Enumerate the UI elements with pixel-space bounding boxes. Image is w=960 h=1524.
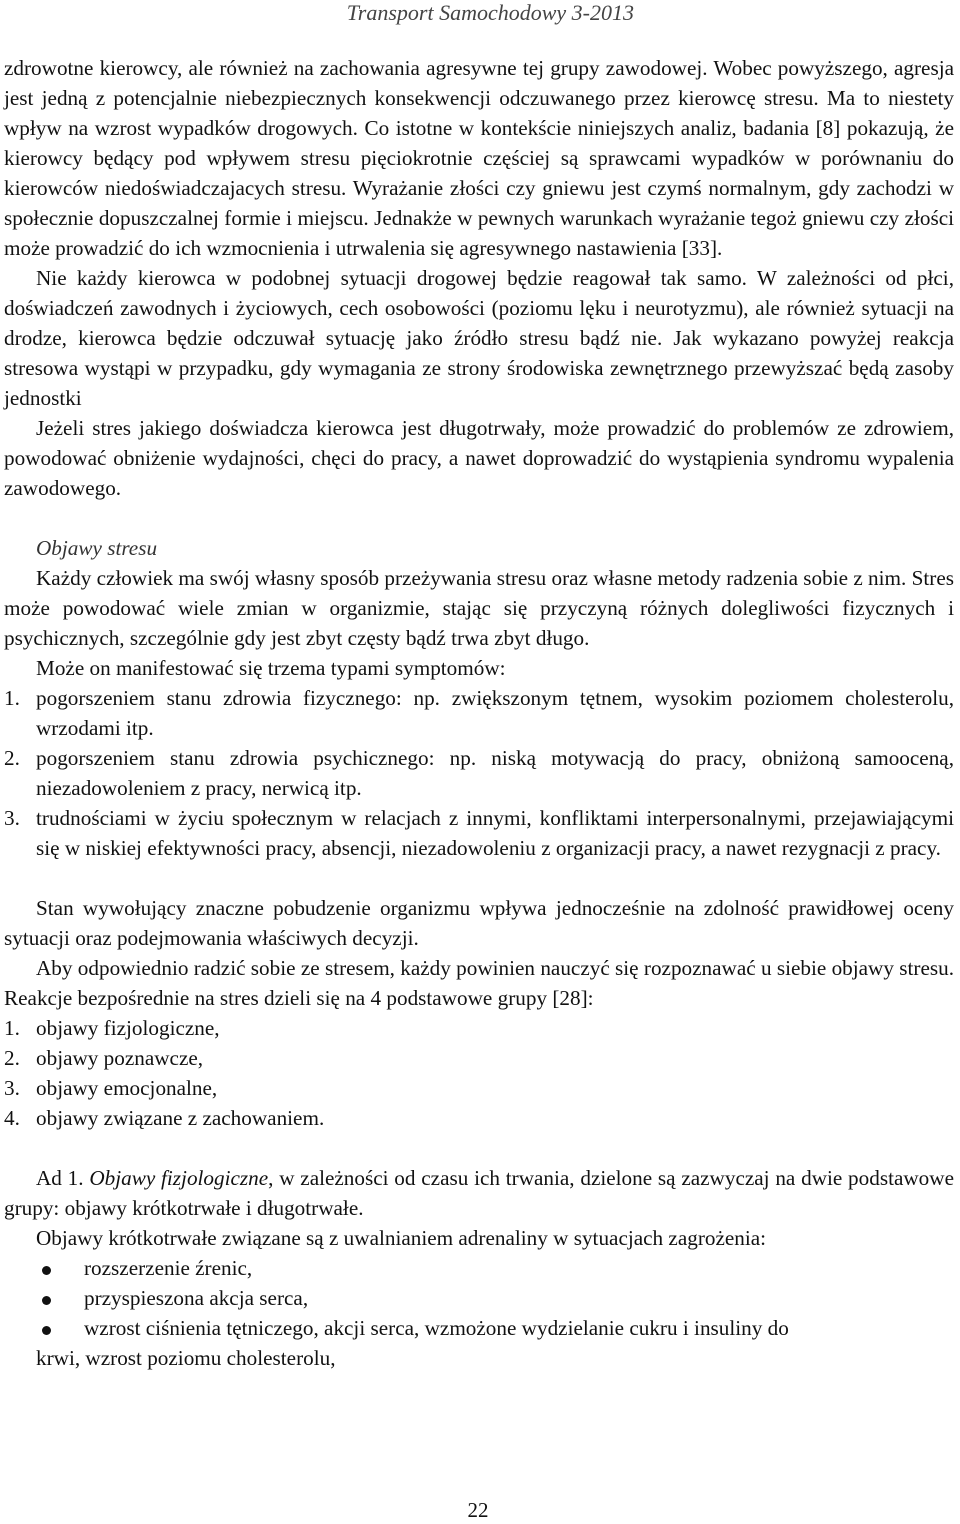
paragraph-short-term: Objawy krótkotrwałe związane są z uwalnianiem adrenaliny w sytuacjach zagrożenia: <box>36 1226 767 1250</box>
paragraph-long-term-stress: Jeżeli stres jakiego doświadcza kierowca jest długotrwały, może prowadzić do problemów ze zdrowiem, powodować obniżenie wydajności, chęci do pracy, a nawet doprowadzić do wystąpienia syndromu wypalenia zawodowego. <box>4 416 954 500</box>
bullet-text: wzrost ciśnienia tętniczego, akcji serca, wzmożone wydzielanie cukru i insuliny do <box>84 1316 789 1340</box>
bullet-list <box>4 1253 954 1373</box>
bullet-item <box>4 1283 954 1313</box>
paragraph-ad1 <box>4 1163 954 1223</box>
list-item <box>4 683 954 743</box>
list-number: 1. <box>4 686 20 710</box>
bullet-text: przyspieszona akcja serca, <box>84 1286 309 1310</box>
paragraph-driver-differences: Nie każdy kierowca w podobnej sytuacji drogowej będzie reagował tak samo. W zależności od płci, doświadczeń zawodnych i życiowych, cech osobowości (poziomu lęku i neurotyzmu), ale również sytuacji na drodze, kierowca będzie odczuwał sytuację jako źródło stresu bądź nie. Jak wykazano powyżej reakcja stresowa wystąpi w przypadku, gdy wymagania ze strony środowiska zewnętrznego przewyższać będą zasoby jednostki <box>4 266 954 410</box>
list-text: pogorszeniem stanu zdrowia fizycznego: np. zwiększonym tętnem, wysokim poziomem cholesterolu, wrzodami itp. <box>36 686 954 740</box>
list-number: 4. <box>4 1106 20 1130</box>
journal-header: Transport Samochodowy 3-2013 <box>346 0 634 25</box>
spacer <box>4 503 954 533</box>
list-number: 3. <box>4 806 20 830</box>
list-text: trudnościami w życiu społecznym w relacjach z innymi, konfliktami interpersonalnymi, przejawiającymi się w niskiej efektywności pracy, absencji, niezadowoleniu z organizacji pracy, a nawet rezygnacji z pracy. <box>36 806 954 860</box>
list-item <box>4 1013 954 1043</box>
list-text: objawy poznawcze, <box>36 1046 204 1070</box>
list-text: objawy związane z zachowaniem. <box>36 1106 325 1130</box>
paragraph-aggression: zdrowotne kierowcy, ale również na zachowania agresywne tej grupy zawodowej. Wobec powyższego, agresja jest jedną z potencjalnie niebezpiecznych konsekwencji odczuwanego przez kierowcę stresu. Ma to niestety wpływ na wzrost wypadków drogowych. Co istotne w kontekście niniejszych analiz, badania [8] pokazują, że kierowcy będący pod wpływem stresu pięciokrotnie częściej są sprawcami wypadków w porównaniu do kierowców niedoświadczajacych stresu. Wyrażanie złości czy gniewu jest czymś normalnym, gdy zachodzi w społecznie dopuszczalnej formie i miejscu. Jednakże w pewnych warunkach wyrażanie tegoż gniewu czy złości może prowadzić do ich wzmocnienia i utrwalenia się agresywnego nastawienia [33]. <box>4 56 954 260</box>
list-number: 2. <box>4 1046 20 1070</box>
paragraph-stress-coping: Każdy człowiek ma swój własny sposób przeżywania stresu oraz własne metody radzenia sobie z nim. Stres może powodować wiele zmian w organizmie, stając się przyczyną różnych dolegliwości fizycznych i psychicznych, szczególnie gdy jest zbyt częsty bądź trwa zbyt długo. <box>4 566 954 650</box>
spacer <box>4 863 954 893</box>
paragraph-recognition: Aby odpowiednio radzić sobie ze stresem, każdy powinien nauczyć się rozpoznawać u siebie objawy stresu. Reakcje bezpośrednie na stres dzieli się na 4 podstawowe grupy [28]: <box>4 956 954 1010</box>
ad1-term: Objawy fizjologiczne <box>89 1166 269 1190</box>
list-text: objawy emocjonalne, <box>36 1076 218 1100</box>
ad1-prefix: Ad 1. <box>36 1166 90 1190</box>
list-number: 3. <box>4 1076 20 1100</box>
list-item <box>4 743 954 803</box>
article-body <box>4 53 954 1373</box>
reaction-groups-list <box>4 1013 954 1133</box>
list-text: pogorszeniem stanu zdrowia psychicznego: np. niską motywacją do pracy, obniżoną samooceną, niezadowoleniem z pracy, nerwicą itp. <box>36 746 954 800</box>
paragraph-arousal: Stan wywołujący znaczne pobudzenie organizmu wpływa jednocześnie na zdolność prawidłowej oceny sytuacji oraz podejmowania właściwych decyzji. <box>4 896 954 950</box>
page-number: 22 <box>467 1498 489 1522</box>
bullet-icon <box>4 1313 84 1343</box>
ad1-rest: , w zależności od czasu ich trwania, dzielone są zazwyczaj na dwie podstawowe grupy: objawy krótkotrwałe i długotrwałe. <box>4 1166 954 1220</box>
list-number: 2. <box>4 746 20 770</box>
bullet-item <box>4 1313 954 1343</box>
bullet-icon <box>4 1283 84 1313</box>
list-item <box>4 1103 954 1133</box>
paragraph-symptom-types: Może on manifestować się trzema typami symptomów: <box>36 656 506 680</box>
list-item <box>4 803 954 863</box>
list-item <box>4 1043 954 1073</box>
spacer <box>4 1133 954 1163</box>
list-number: 1. <box>4 1016 20 1040</box>
bullet-item <box>4 1253 954 1283</box>
bullet-continuation: krwi, wzrost poziomu cholesterolu, <box>36 1346 336 1370</box>
list-text: objawy fizjologiczne, <box>36 1016 220 1040</box>
section-title: Objawy stresu <box>36 536 158 560</box>
bullet-icon <box>4 1253 84 1283</box>
list-item <box>4 1073 954 1103</box>
symptom-list <box>4 683 954 863</box>
bullet-text: rozszerzenie źrenic, <box>84 1256 253 1280</box>
